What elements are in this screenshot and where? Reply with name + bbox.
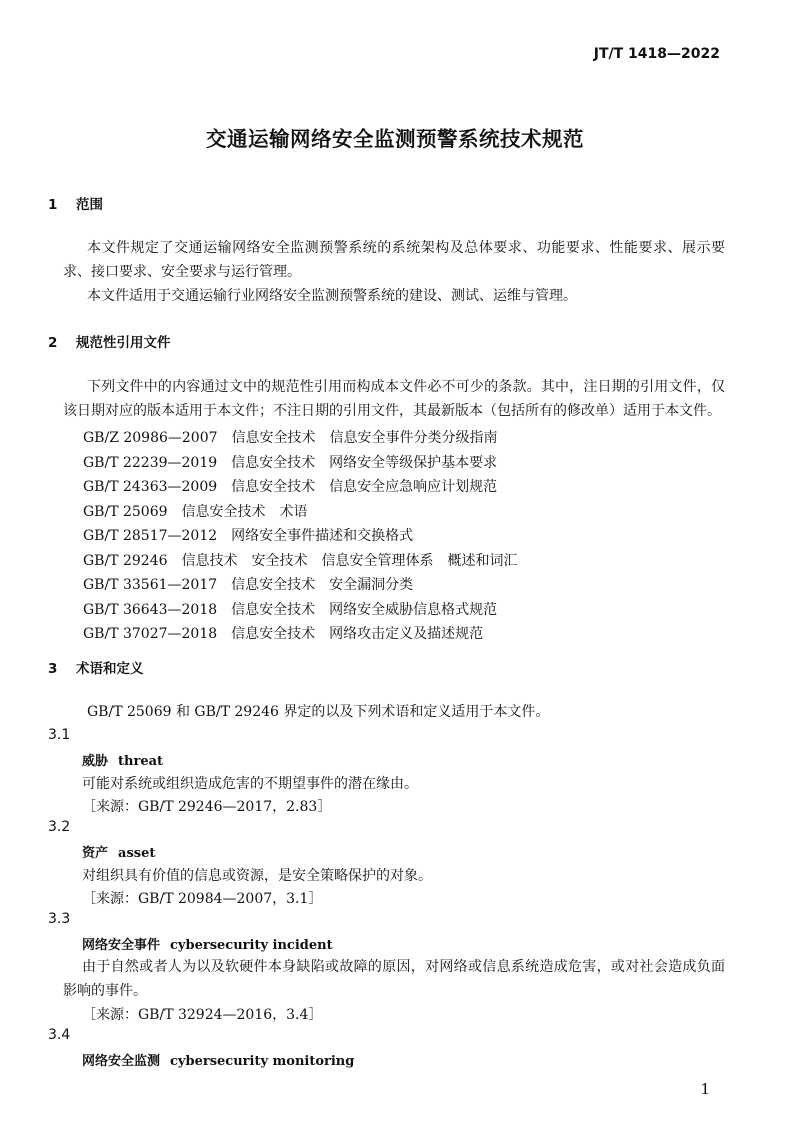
reference-item: GB/T 25069 信息安全技术 术语 bbox=[83, 503, 308, 520]
terms-intro: GB/T 25069 和 GB/T 29246 界定的以及下列术语和定义适用于本文件。 bbox=[87, 704, 550, 720]
term-name bbox=[82, 750, 163, 769]
term-source: ［来源：GB/T 29246—2017，2.83］ bbox=[82, 799, 332, 815]
section-heading-scope bbox=[48, 193, 103, 213]
term-name bbox=[82, 934, 333, 953]
term-source: ［来源：GB/T 32924—2016，3.4］ bbox=[82, 1007, 323, 1023]
term-name bbox=[82, 1050, 354, 1069]
reference-item: GB/T 22239—2019 信息安全技术 网络安全等级保护基本要求 bbox=[83, 454, 498, 471]
reference-item: GB/T 24363—2009 信息安全技术 信息安全应急响应计划规范 bbox=[83, 479, 498, 495]
reference-item: GB/T 33561—2017 信息安全技术 安全漏洞分类 bbox=[83, 577, 414, 593]
term-number: 3.2 bbox=[48, 819, 71, 835]
term-number: 3.1 bbox=[48, 727, 71, 743]
term-name-zh: 网络安全监测 bbox=[82, 1054, 161, 1069]
term-name-en: cybersecurity incident bbox=[170, 938, 333, 953]
scope-paragraph-2: 本文件适用于交通运输行业网络安全监测预警系统的建设、测试、运维与管理。 bbox=[87, 288, 577, 304]
section-heading-normative-references bbox=[48, 331, 171, 351]
reference-item: GB/Z 20986—2007 信息安全技术 信息安全事件分类分级指南 bbox=[83, 430, 498, 446]
reference-list bbox=[83, 426, 518, 647]
term-definition: 可能对系统或组织造成危害的不期望事件的潜在缘由。 bbox=[82, 776, 418, 792]
section-heading-terms bbox=[48, 657, 144, 677]
term-name-zh: 网络安全事件 bbox=[82, 938, 161, 953]
term-definition: 由于自然或者人为以及软硬件本身缺陷或故障的原因，对网络或信息系统造成危害，或对社会造成负面影响的事件。 bbox=[63, 959, 725, 999]
term-name-zh: 威胁 bbox=[82, 754, 109, 769]
term-source: ［来源：GB/T 20984—2007，3.1］ bbox=[82, 891, 323, 907]
term-number: 3.3 bbox=[48, 911, 71, 927]
term-name bbox=[82, 842, 155, 861]
term-number: 3.4 bbox=[48, 1027, 71, 1043]
term-name-en: cybersecurity monitoring bbox=[170, 1054, 355, 1069]
term-name-en: threat bbox=[118, 754, 164, 769]
reference-item: GB/T 28517—2012 网络安全事件描述和交换格式 bbox=[83, 528, 414, 544]
term-name-en: asset bbox=[118, 846, 156, 861]
reference-item: GB/T 37027—2018 信息安全技术 网络攻击定义及描述规范 bbox=[83, 626, 484, 642]
page-number: 1 bbox=[700, 1080, 710, 1098]
section-number: 1 bbox=[48, 197, 58, 213]
document-title: 交通运输网络安全监测预警系统技术规范 bbox=[206, 127, 584, 151]
section-title: 术语和定义 bbox=[76, 661, 144, 677]
references-intro: 下列文件中的内容通过文中的规范性引用而构成本文件必不可少的条款。其中，注日期的引用文件，仅该日期对应的版本适用于本文件；不注日期的引用文件，其最新版本（包括所有的修改单）适用于本文件。 bbox=[63, 379, 725, 419]
section-title: 规范性引用文件 bbox=[76, 335, 171, 351]
reference-item: GB/T 36643—2018 信息安全技术 网络安全威胁信息格式规范 bbox=[83, 601, 498, 618]
section-title: 范围 bbox=[76, 197, 103, 213]
scope-paragraph-1: 本文件规定了交通运输网络安全监测预警系统的系统架构及总体要求、功能要求、性能要求、展示要求、接口要求、安全要求与运行管理。 bbox=[63, 240, 725, 280]
term-definition: 对组织具有价值的信息或资源，是安全策略保护的对象。 bbox=[82, 868, 432, 884]
standard-code: JT/T 1418—2022 bbox=[593, 46, 720, 62]
section-number: 3 bbox=[48, 661, 58, 677]
term-name-zh: 资产 bbox=[82, 846, 109, 861]
reference-item: GB/T 29246 信息技术 安全技术 信息安全管理体系 概述和词汇 bbox=[83, 552, 518, 569]
section-number: 2 bbox=[48, 335, 58, 351]
